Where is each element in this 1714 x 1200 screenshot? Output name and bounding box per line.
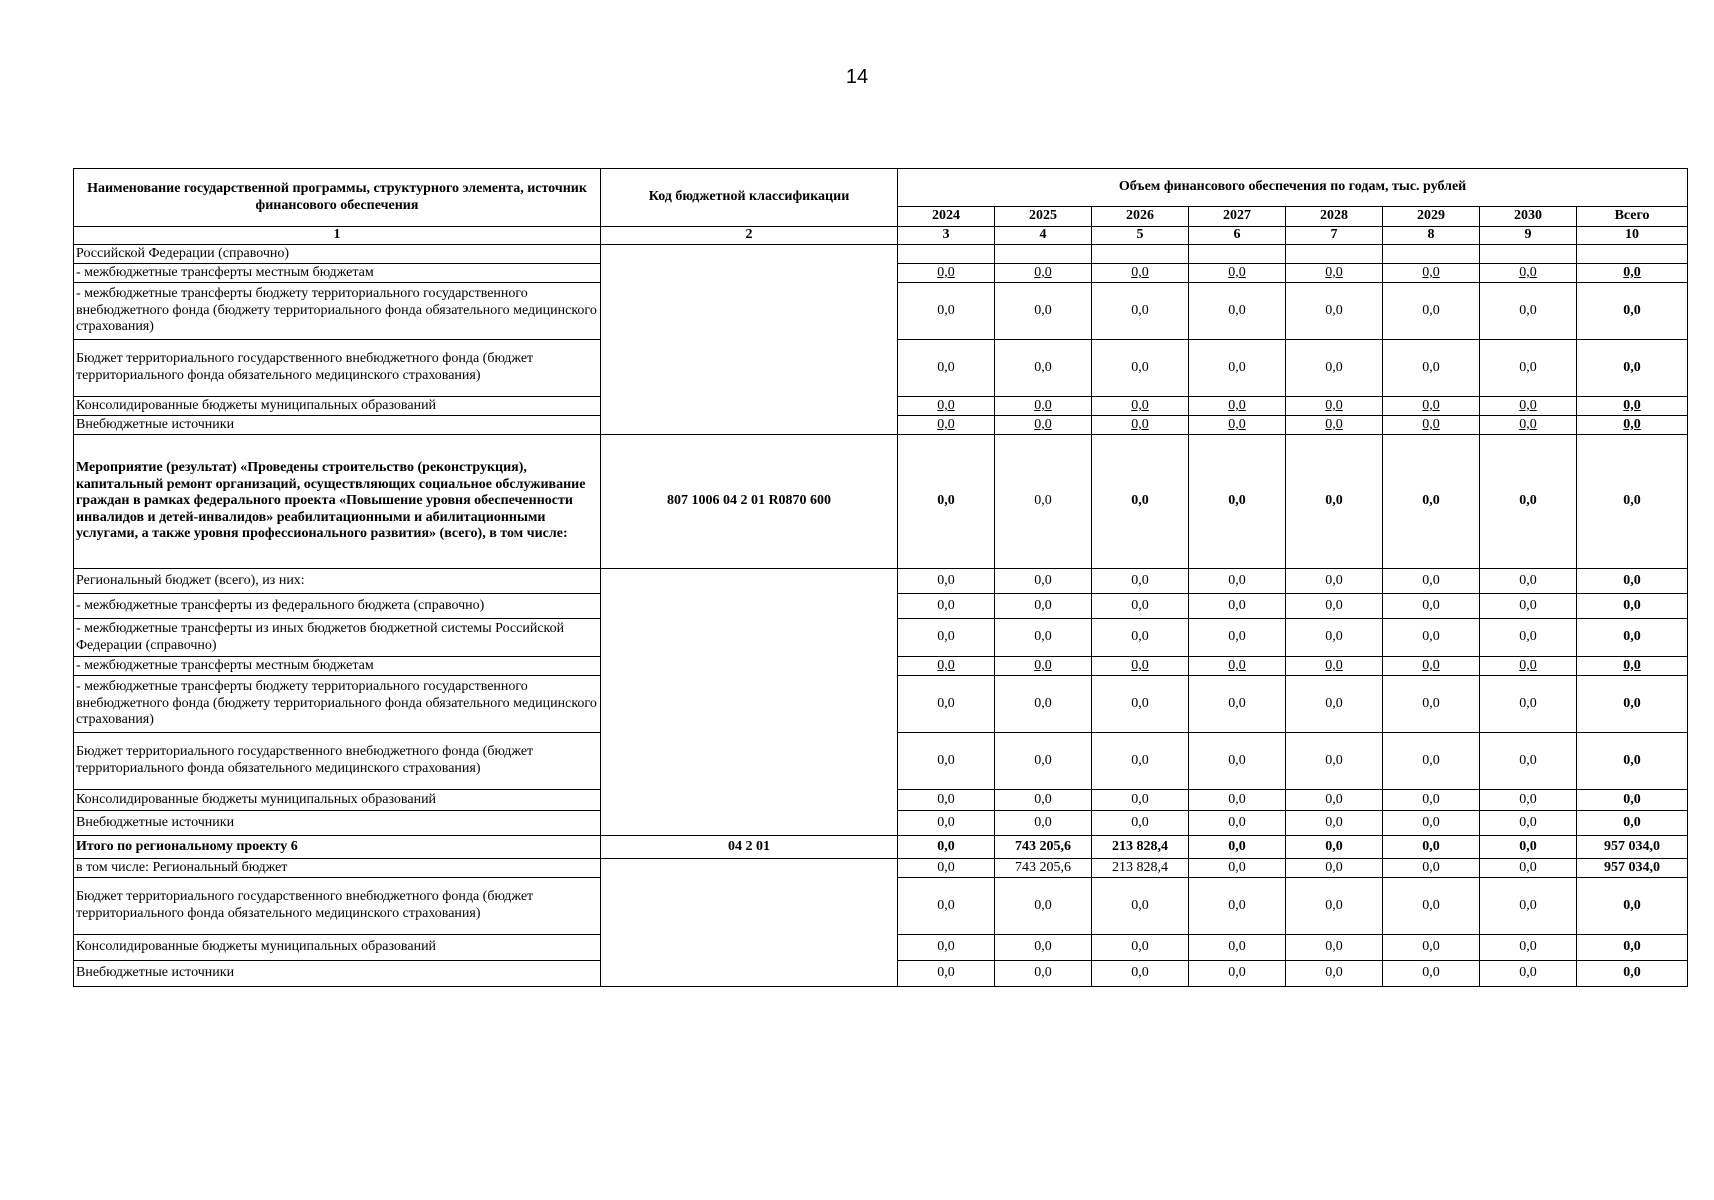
table-row	[74, 245, 1688, 264]
value-cell: 0,0	[995, 811, 1092, 836]
value-cell: 0,0	[1092, 435, 1189, 569]
value-cell: 0,0	[1092, 935, 1189, 961]
value-cell: 0,0	[1286, 264, 1383, 283]
value-cell: 0,0	[1092, 878, 1189, 935]
year-header: 2028	[1286, 207, 1383, 227]
total-cell: 0,0	[1577, 676, 1688, 733]
value-cell: 0,0	[1383, 435, 1480, 569]
value-cell: 213 828,4	[1092, 859, 1189, 878]
total-cell: 0,0	[1577, 878, 1688, 935]
value-cell: 0,0	[995, 961, 1092, 987]
col-number: 6	[1189, 227, 1286, 245]
row-label: - межбюджетные трансферты местным бюджетам	[74, 264, 601, 283]
value-cell: 0,0	[1286, 283, 1383, 340]
row-label: Консолидированные бюджеты муниципальных образований	[74, 935, 601, 961]
total-cell: 0,0	[1577, 569, 1688, 594]
value-cell: 0,0	[898, 619, 995, 657]
value-cell: 0,0	[1286, 619, 1383, 657]
col-number: 2	[601, 227, 898, 245]
value-cell: 0,0	[1092, 790, 1189, 811]
value-cell: 0,0	[898, 859, 995, 878]
col-number: 9	[1480, 227, 1577, 245]
value-cell: 0,0	[1286, 676, 1383, 733]
total-cell: 0,0	[1577, 435, 1688, 569]
col-number: 1	[74, 227, 601, 245]
total-cell	[1577, 245, 1688, 264]
value-cell: 0,0	[898, 878, 995, 935]
value-cell: 0,0	[1383, 340, 1480, 397]
value-cell: 0,0	[1480, 569, 1577, 594]
value-cell: 0,0	[898, 594, 995, 619]
value-cell: 0,0	[1286, 397, 1383, 416]
value-cell: 0,0	[898, 961, 995, 987]
value-cell: 0,0	[1092, 569, 1189, 594]
year-header: 2026	[1092, 207, 1189, 227]
table-row	[74, 435, 1688, 569]
value-cell: 0,0	[1383, 961, 1480, 987]
value-cell: 0,0	[1480, 594, 1577, 619]
value-cell: 0,0	[1189, 397, 1286, 416]
value-cell: 0,0	[1286, 790, 1383, 811]
value-cell: 0,0	[1092, 733, 1189, 790]
value-cell: 0,0	[995, 435, 1092, 569]
value-cell: 0,0	[898, 569, 995, 594]
value-cell: 0,0	[1383, 569, 1480, 594]
value-cell: 0,0	[995, 878, 1092, 935]
value-cell: 0,0	[898, 811, 995, 836]
financing-table	[73, 168, 1688, 987]
value-cell: 0,0	[1286, 961, 1383, 987]
header-volume: Объем финансового обеспечения по годам, тыс. рублей	[898, 169, 1688, 207]
value-cell: 0,0	[995, 676, 1092, 733]
value-cell: 743 205,6	[995, 859, 1092, 878]
value-cell: 0,0	[1286, 569, 1383, 594]
value-cell: 0,0	[1189, 657, 1286, 676]
total-cell: 0,0	[1577, 340, 1688, 397]
total-cell: 957 034,0	[1577, 836, 1688, 859]
value-cell	[1286, 245, 1383, 264]
value-cell: 0,0	[1189, 961, 1286, 987]
value-cell: 0,0	[1383, 878, 1480, 935]
value-cell: 0,0	[898, 676, 995, 733]
value-cell: 0,0	[1286, 657, 1383, 676]
value-cell: 0,0	[995, 416, 1092, 435]
budget-code: 04 2 01	[601, 836, 898, 859]
value-cell: 0,0	[995, 397, 1092, 416]
table-row	[74, 569, 1688, 594]
row-label: Внебюджетные источники	[74, 416, 601, 435]
value-cell: 0,0	[1286, 594, 1383, 619]
value-cell	[1480, 245, 1577, 264]
value-cell: 0,0	[1480, 836, 1577, 859]
year-header: 2029	[1383, 207, 1480, 227]
value-cell: 0,0	[1092, 961, 1189, 987]
value-cell: 0,0	[1480, 619, 1577, 657]
value-cell: 0,0	[1286, 878, 1383, 935]
value-cell: 0,0	[1189, 811, 1286, 836]
value-cell: 0,0	[898, 264, 995, 283]
value-cell: 0,0	[1189, 878, 1286, 935]
header-code: Код бюджетной классификации	[601, 169, 898, 227]
col-number: 8	[1383, 227, 1480, 245]
value-cell: 0,0	[1092, 811, 1189, 836]
total-cell: 0,0	[1577, 619, 1688, 657]
value-cell	[1092, 245, 1189, 264]
value-cell: 0,0	[1189, 416, 1286, 435]
year-header: 2024	[898, 207, 995, 227]
value-cell: 0,0	[995, 935, 1092, 961]
value-cell: 0,0	[1383, 859, 1480, 878]
value-cell: 0,0	[1480, 657, 1577, 676]
value-cell	[1383, 245, 1480, 264]
value-cell: 0,0	[1092, 416, 1189, 435]
value-cell: 0,0	[1286, 836, 1383, 859]
total-cell: 0,0	[1577, 264, 1688, 283]
value-cell: 0,0	[898, 397, 995, 416]
value-cell: 0,0	[1189, 569, 1286, 594]
value-cell: 0,0	[1286, 435, 1383, 569]
value-cell: 0,0	[1189, 619, 1286, 657]
value-cell: 0,0	[995, 790, 1092, 811]
value-cell	[995, 245, 1092, 264]
row-label: Итого по региональному проекту 6	[74, 836, 601, 859]
col-number: 5	[1092, 227, 1189, 245]
value-cell: 0,0	[1480, 878, 1577, 935]
value-cell: 0,0	[898, 790, 995, 811]
row-label: - межбюджетные трансферты бюджету территориального государственного внебюджетного фонда (бюджету территориального фонда обязательного медицинского страхования)	[74, 676, 601, 733]
header-row-col-numbers	[74, 227, 1688, 245]
value-cell: 0,0	[995, 594, 1092, 619]
value-cell: 0,0	[1092, 676, 1189, 733]
value-cell: 0,0	[1286, 733, 1383, 790]
row-label: - межбюджетные трансферты из иных бюджетов бюджетной системы Российской Федерации (справочно)	[74, 619, 601, 657]
value-cell: 0,0	[1189, 733, 1286, 790]
value-cell: 0,0	[1189, 283, 1286, 340]
page-number: 14	[845, 66, 869, 88]
value-cell: 0,0	[1092, 657, 1189, 676]
value-cell: 0,0	[1480, 961, 1577, 987]
table-row	[74, 836, 1688, 859]
value-cell: 0,0	[1383, 416, 1480, 435]
value-cell: 0,0	[898, 935, 995, 961]
value-cell: 213 828,4	[1092, 836, 1189, 859]
value-cell: 0,0	[1383, 733, 1480, 790]
header-row-1	[74, 169, 1688, 207]
value-cell: 0,0	[1189, 340, 1286, 397]
value-cell: 0,0	[898, 416, 995, 435]
total-header: Всего	[1577, 207, 1688, 227]
total-cell: 0,0	[1577, 657, 1688, 676]
total-cell: 957 034,0	[1577, 859, 1688, 878]
value-cell: 0,0	[1286, 811, 1383, 836]
row-label: Бюджет территориального государственного внебюджетного фонда (бюджет территориального фонда обязательного медицинского страхования)	[74, 733, 601, 790]
value-cell	[1189, 245, 1286, 264]
value-cell: 0,0	[1480, 790, 1577, 811]
value-cell: 0,0	[898, 283, 995, 340]
value-cell: 0,0	[1480, 264, 1577, 283]
value-cell: 743 205,6	[995, 836, 1092, 859]
total-cell: 0,0	[1577, 733, 1688, 790]
value-cell: 0,0	[1480, 733, 1577, 790]
value-cell: 0,0	[1092, 283, 1189, 340]
value-cell: 0,0	[1092, 340, 1189, 397]
value-cell: 0,0	[1480, 283, 1577, 340]
row-label: - межбюджетные трансферты бюджету территориального государственного внебюджетного фонда (бюджету территориального фонда обязательного медицинского страхования)	[74, 283, 601, 340]
row-label: Региональный бюджет (всего), из них:	[74, 569, 601, 594]
value-cell: 0,0	[1189, 435, 1286, 569]
value-cell: 0,0	[1383, 619, 1480, 657]
value-cell: 0,0	[1286, 340, 1383, 397]
total-cell: 0,0	[1577, 790, 1688, 811]
code-cell-empty	[601, 569, 898, 836]
value-cell: 0,0	[1383, 676, 1480, 733]
value-cell: 0,0	[898, 340, 995, 397]
value-cell: 0,0	[1480, 416, 1577, 435]
value-cell: 0,0	[1383, 264, 1480, 283]
value-cell: 0,0	[1383, 657, 1480, 676]
value-cell: 0,0	[995, 340, 1092, 397]
row-label: Бюджет территориального государственного внебюджетного фонда (бюджет территориального фонда обязательного медицинского страхования)	[74, 340, 601, 397]
total-cell: 0,0	[1577, 397, 1688, 416]
value-cell: 0,0	[1286, 416, 1383, 435]
value-cell: 0,0	[1092, 619, 1189, 657]
table-row	[74, 859, 1688, 878]
code-cell-empty	[601, 859, 898, 987]
row-label: Консолидированные бюджеты муниципальных образований	[74, 397, 601, 416]
value-cell: 0,0	[1480, 676, 1577, 733]
value-cell: 0,0	[1383, 836, 1480, 859]
value-cell: 0,0	[995, 733, 1092, 790]
value-cell: 0,0	[1189, 859, 1286, 878]
value-cell: 0,0	[1286, 859, 1383, 878]
value-cell: 0,0	[995, 283, 1092, 340]
value-cell: 0,0	[898, 435, 995, 569]
col-number: 7	[1286, 227, 1383, 245]
value-cell: 0,0	[1189, 836, 1286, 859]
value-cell: 0,0	[1189, 264, 1286, 283]
row-label: Бюджет территориального государственного внебюджетного фонда (бюджет территориального фонда обязательного медицинского страхования)	[74, 878, 601, 935]
value-cell: 0,0	[1480, 859, 1577, 878]
value-cell: 0,0	[1383, 811, 1480, 836]
value-cell: 0,0	[1092, 264, 1189, 283]
value-cell: 0,0	[995, 569, 1092, 594]
year-header: 2025	[995, 207, 1092, 227]
row-label: Внебюджетные источники	[74, 961, 601, 987]
value-cell: 0,0	[1383, 935, 1480, 961]
value-cell: 0,0	[1092, 594, 1189, 619]
value-cell: 0,0	[1480, 935, 1577, 961]
value-cell: 0,0	[1383, 283, 1480, 340]
value-cell: 0,0	[1383, 594, 1480, 619]
row-label: - межбюджетные трансферты местным бюджетам	[74, 657, 601, 676]
row-label: Российской Федерации (справочно)	[74, 245, 601, 264]
total-cell: 0,0	[1577, 416, 1688, 435]
value-cell: 0,0	[1189, 790, 1286, 811]
total-cell: 0,0	[1577, 811, 1688, 836]
header-name: Наименование государственной программы, структурного элемента, источник финансового обеспечения	[74, 169, 601, 227]
value-cell: 0,0	[1480, 435, 1577, 569]
value-cell: 0,0	[898, 836, 995, 859]
row-label: Внебюджетные источники	[74, 811, 601, 836]
total-cell: 0,0	[1577, 594, 1688, 619]
value-cell: 0,0	[1383, 790, 1480, 811]
row-label: Мероприятие (результат) «Проведены строительство (реконструкция), капитальный ремонт организаций, осуществляющих социальное обслуживание граждан в рамках федерального проекта «Повышение уровня обеспеченности инвалидов и детей-инвалидов» реабилитационными и абилитационными услугами, а также уровня профессионального развития» (всего), в том числе:	[74, 435, 601, 569]
value-cell: 0,0	[1092, 397, 1189, 416]
value-cell: 0,0	[898, 657, 995, 676]
value-cell: 0,0	[1189, 935, 1286, 961]
value-cell: 0,0	[1480, 811, 1577, 836]
budget-code: 807 1006 04 2 01 R0870 600	[601, 435, 898, 569]
total-cell: 0,0	[1577, 961, 1688, 987]
value-cell: 0,0	[898, 733, 995, 790]
total-cell: 0,0	[1577, 283, 1688, 340]
value-cell: 0,0	[995, 264, 1092, 283]
col-number: 3	[898, 227, 995, 245]
value-cell: 0,0	[1189, 594, 1286, 619]
row-label: - межбюджетные трансферты из федерального бюджета (справочно)	[74, 594, 601, 619]
value-cell: 0,0	[1480, 340, 1577, 397]
value-cell: 0,0	[995, 657, 1092, 676]
row-label: в том числе: Региональный бюджет	[74, 859, 601, 878]
total-cell: 0,0	[1577, 935, 1688, 961]
value-cell: 0,0	[995, 619, 1092, 657]
col-number: 4	[995, 227, 1092, 245]
value-cell: 0,0	[1480, 397, 1577, 416]
col-number: 10	[1577, 227, 1688, 245]
value-cell	[898, 245, 995, 264]
year-header: 2027	[1189, 207, 1286, 227]
value-cell: 0,0	[1189, 676, 1286, 733]
value-cell: 0,0	[1383, 397, 1480, 416]
year-header: 2030	[1480, 207, 1577, 227]
value-cell: 0,0	[1286, 935, 1383, 961]
row-label: Консолидированные бюджеты муниципальных образований	[74, 790, 601, 811]
code-cell-empty	[601, 245, 898, 435]
